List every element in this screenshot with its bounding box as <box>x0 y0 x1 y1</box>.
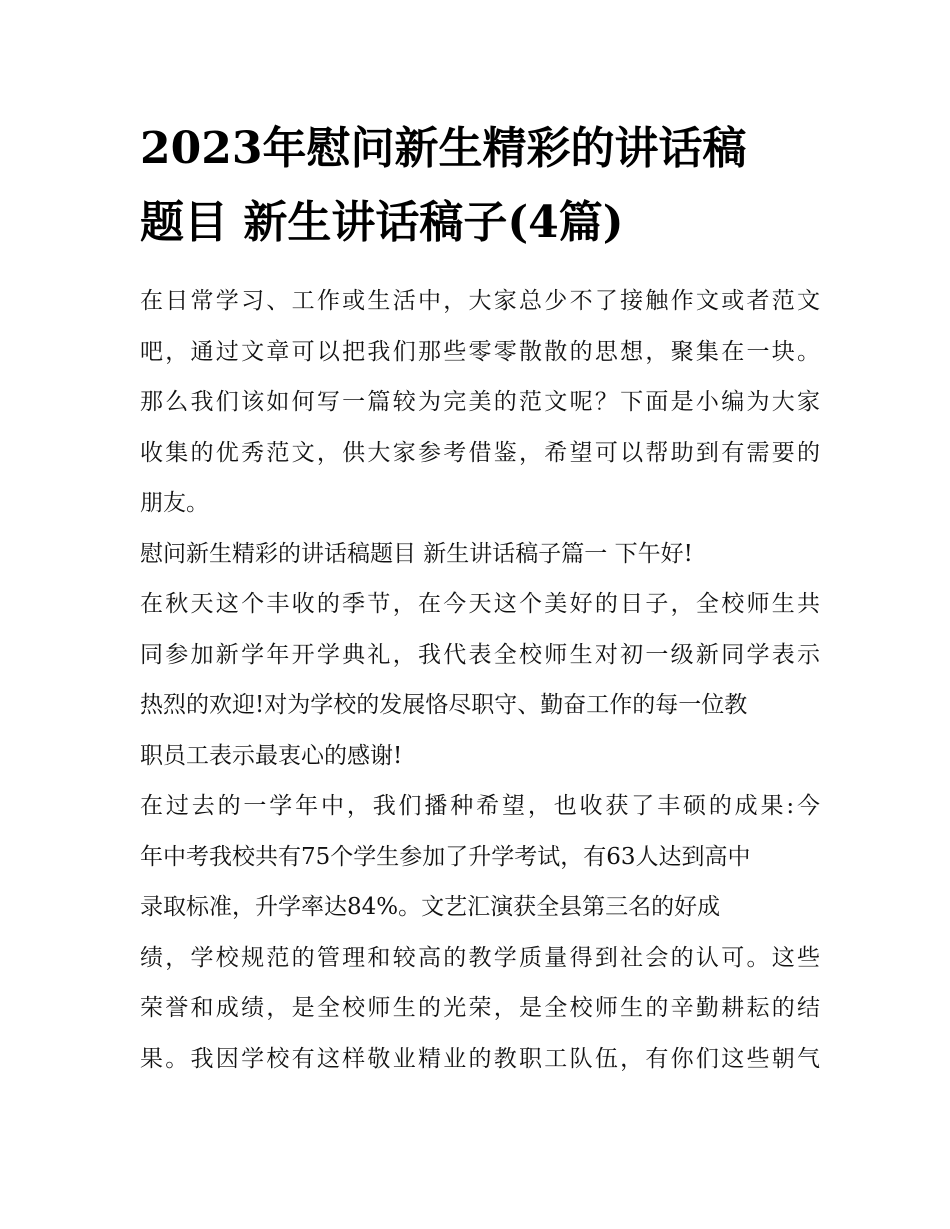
document-title <box>140 112 820 260</box>
body-line: 荣誉和成绩，是全校师生的光荣，是全校师生的辛勤耕耘的结 <box>140 995 820 1021</box>
body-line: 职员工表示最衷心的感谢! <box>140 742 403 769</box>
body-line: 果。我因学校有这样敬业精业的教职工队伍，有你们这些朝气 <box>140 1045 820 1072</box>
body-line: 录取标准，升学率达84%。文艺汇演获全县第三名的好成 <box>140 894 721 920</box>
body-line: 慰问新生精彩的讲话稿题目 新生讲话稿子篇一 下午好! <box>140 540 693 567</box>
body-line: 那么我们该如何写一篇较为完美的范文呢？下面是小编为大家 <box>140 389 820 415</box>
body-line: 同参加新学年开学典礼，我代表全校师生对初一级新同学表示 <box>140 641 820 668</box>
body-line: 朋友。 <box>140 490 209 516</box>
document-body <box>140 276 820 1084</box>
body-line: 年中考我校共有75个学生参加了升学考试，有63人达到高中 <box>140 843 751 870</box>
body-line: 吧，通过文章可以把我们那些零零散散的思想，聚集在一块。 <box>140 338 820 365</box>
title-line: 2023年慰问新生精彩的讲话稿 <box>140 123 747 174</box>
body-line: 热烈的欢迎!对为学校的发展恪尽职守、勤奋工作的每一位教 <box>140 692 748 718</box>
body-line: 在秋天这个丰收的季节，在今天这个美好的日子，全校师生共 <box>140 591 820 617</box>
body-line: 收集的优秀范文，供大家参考借鉴，希望可以帮助到有需要的 <box>140 439 820 466</box>
body-line: 在日常学习、工作或生活中，大家总少不了接触作文或者范文 <box>140 288 820 314</box>
body-line: 在过去的一学年中，我们播种希望，也收获了丰硕的成果:今 <box>140 793 820 819</box>
title-line: 题目 新生讲话稿子(4篇) <box>140 197 624 248</box>
body-line: 绩，学校规范的管理和较高的教学质量得到社会的认可。这些 <box>140 944 820 971</box>
